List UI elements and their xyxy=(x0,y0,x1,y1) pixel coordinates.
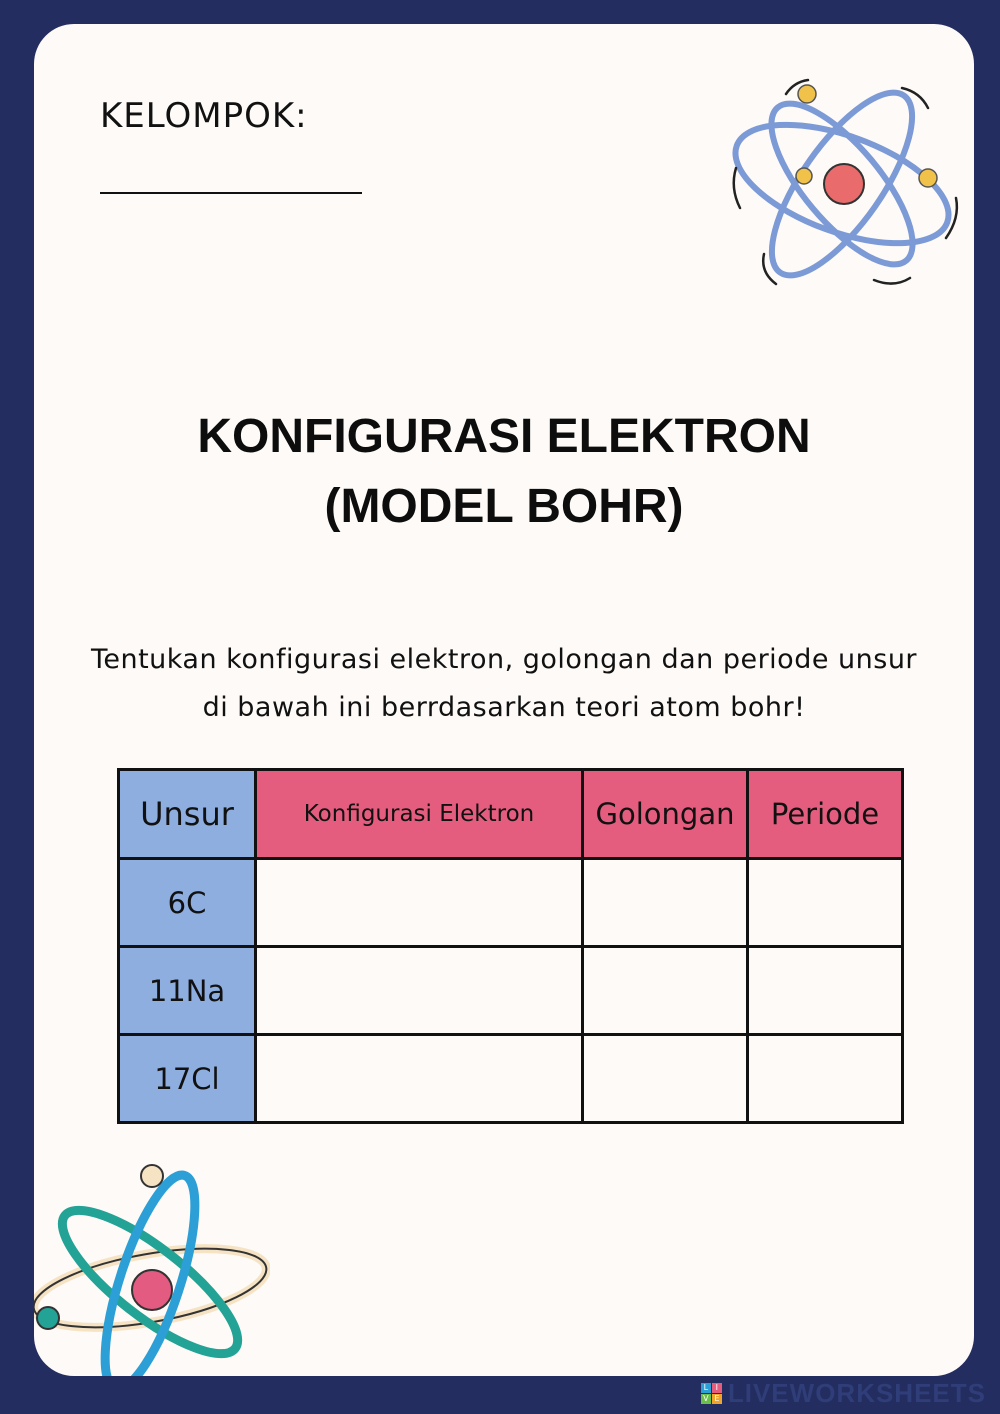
header-unsur: Unsur xyxy=(119,770,256,859)
logo-letter: V xyxy=(701,1394,711,1404)
element-cell: 6C xyxy=(119,859,256,947)
logo-letter: L xyxy=(701,1383,711,1393)
table-header-row xyxy=(119,770,903,859)
title-line-2: (MODEL BOHR) xyxy=(324,480,684,533)
element-cell: 11Na xyxy=(119,947,256,1035)
periode-answer-cell[interactable] xyxy=(748,1035,903,1123)
konfigurasi-answer-cell[interactable] xyxy=(256,947,583,1035)
instruction-line-1: Tentukan konfigurasi elektron, golongan dan periode unsur xyxy=(90,644,918,675)
periode-answer-cell[interactable] xyxy=(748,947,903,1035)
logo-letter: E xyxy=(712,1394,722,1404)
table-row xyxy=(119,947,903,1035)
page-title xyxy=(34,402,974,542)
header-konfigurasi: Konfigurasi Elektron xyxy=(256,770,583,859)
konfigurasi-answer-cell[interactable] xyxy=(256,1035,583,1123)
instruction-text xyxy=(74,636,934,732)
golongan-answer-cell[interactable] xyxy=(583,1035,748,1123)
element-cell: 17Cl xyxy=(119,1035,256,1123)
golongan-answer-cell[interactable] xyxy=(583,947,748,1035)
header-golongan: Golongan xyxy=(583,770,748,859)
konfigurasi-answer-cell[interactable] xyxy=(256,859,583,947)
liveworksheets-logo-icon xyxy=(701,1383,722,1404)
instruction-line-2: di bawah ini berrdasarkan teori atom bohr! xyxy=(202,692,806,723)
group-name-answer-line[interactable] xyxy=(100,192,362,194)
periode-answer-cell[interactable] xyxy=(748,859,903,947)
table-row xyxy=(119,859,903,947)
liveworksheets-watermark xyxy=(701,1378,986,1409)
header-periode: Periode xyxy=(748,770,903,859)
atom-icon xyxy=(34,1150,270,1376)
configuration-table xyxy=(117,768,904,1124)
atom-icon xyxy=(724,48,964,298)
logo-letter: I xyxy=(712,1383,722,1393)
table-row xyxy=(119,1035,903,1123)
golongan-answer-cell[interactable] xyxy=(583,859,748,947)
title-line-1: KONFIGURASI ELEKTRON xyxy=(197,410,811,463)
watermark-text: LIVEWORKSHEETS xyxy=(727,1378,986,1408)
group-label: KELOMPOK: xyxy=(100,96,308,136)
worksheet-page xyxy=(34,24,974,1376)
